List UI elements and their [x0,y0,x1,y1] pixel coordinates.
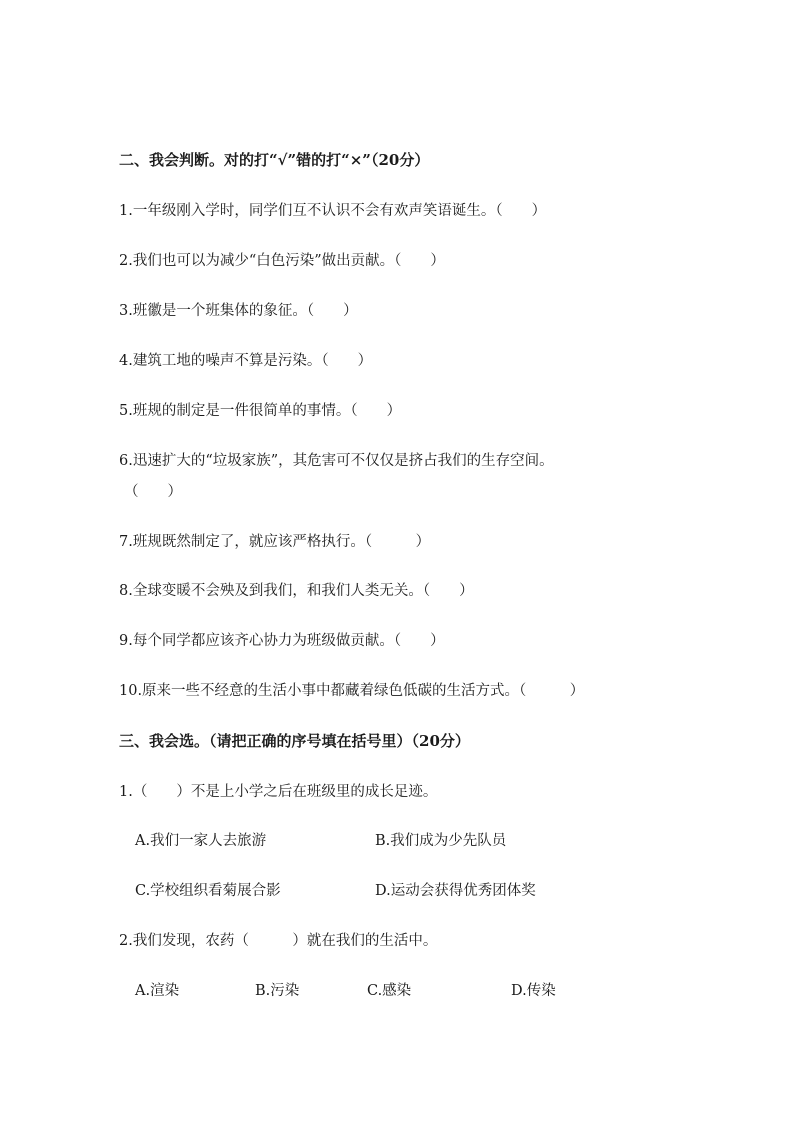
choice-q2-option-c: C.感染 [367,983,412,999]
choice-q1-option-c: C.学校组织看菊展合影 [135,883,281,899]
judge-item-1: 1.一年级刚入学时，同学们互不认识不会有欢声笑语诞生。（ ） [119,203,547,219]
section3-heading: 三、我会选。（请把正确的序号填在括号里）（20分） [119,732,470,750]
judge-item-9: 9.每个同学都应该齐心协力为班级做贡献。（ ） [119,633,445,649]
judge-item-2: 2.我们也可以为减少“白色污染”做出贡献。（ ） [119,253,445,269]
choice-q2-option-d: D.传染 [511,983,556,999]
judge-item-4: 4.建筑工地的噪声不算是污染。（ ） [119,353,373,369]
choice-q2-stem: 2.我们发现，农药（ ）就在我们的生活中。 [119,933,438,949]
judge-item-8: 8.全球变暖不会殃及到我们，和我们人类无关。（ ） [119,583,474,599]
choice-q1-stem: 1.（ ）不是上小学之后在班级里的成长足迹。 [119,784,438,800]
judge-item-10: 10.原来一些不经意的生活小事中都藏着绿色低碳的生活方式。（ ） [119,683,585,699]
choice-q2-option-a: A.渲染 [135,983,180,999]
judge-item-7: 7.班规既然制定了，就应该严格执行。（ ） [119,534,431,550]
choice-q2-option-b: B.污染 [255,983,300,999]
judge-item-3: 3.班徽是一个班集体的象征。（ ） [119,303,358,319]
judge-item-6: 6.迅速扩大的“垃圾家族”，其危害可不仅仅是挤占我们的生存空间。 [119,453,554,469]
judge-item-5: 5.班规的制定是一件很简单的事情。（ ） [119,403,402,419]
choice-q1-option-b: B.我们成为少先队员 [375,833,507,849]
choice-q1-option-a: A.我们一家人去旅游 [135,833,267,849]
judge-item-6-bracket: （ ） [124,484,182,500]
choice-q1-option-d: D.运动会获得优秀团体奖 [375,883,536,899]
section2-heading: 二、我会判断。对的打“√”错的打“×”（20分） [119,151,430,169]
